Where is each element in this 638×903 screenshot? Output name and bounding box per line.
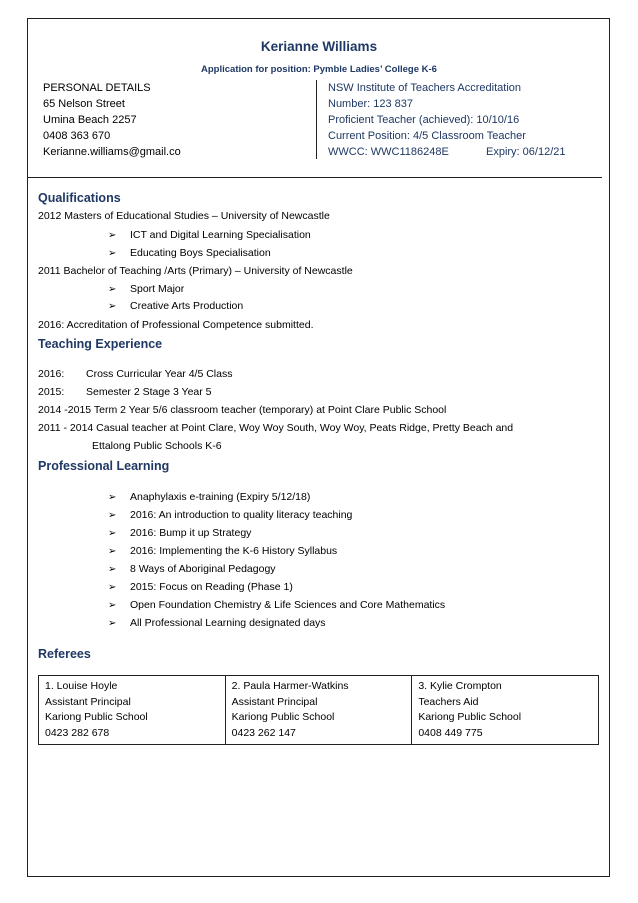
list-item: ➢ ICT and Digital Learning Specialisation bbox=[108, 229, 311, 241]
arrow-bullet-icon: ➢ bbox=[108, 248, 117, 259]
wwcc-row bbox=[328, 144, 566, 160]
degree-bachelor: 2011 Bachelor of Teaching /Arts (Primary) – University of Newcastle bbox=[38, 265, 353, 277]
arrow-bullet-icon: ➢ bbox=[108, 582, 117, 593]
referee-school: Kariong Public School bbox=[231, 711, 335, 723]
email: Kerianne.williams@gmail.co bbox=[43, 146, 181, 158]
referees-table bbox=[38, 675, 599, 745]
qualifications-heading: Qualifications bbox=[38, 191, 121, 205]
list-item: ➢ 8 Ways of Aboriginal Pedagogy bbox=[108, 563, 276, 575]
learning-heading: Professional Learning bbox=[38, 459, 170, 473]
list-item: ➢ 2016: Bump it up Strategy bbox=[108, 527, 252, 539]
referee-role: Assistant Principal bbox=[45, 695, 131, 708]
referee-phone: 0408 449 775 bbox=[418, 726, 483, 739]
applicant-name: Kerianne Williams bbox=[260, 39, 378, 54]
degree-masters: 2012 Masters of Educational Studies – University of Newcastle bbox=[38, 210, 330, 222]
referee-name: 1. Louise Hoyle bbox=[45, 680, 118, 692]
referee-phone: 0423 262 147 bbox=[231, 726, 296, 739]
referees-heading: Referees bbox=[38, 647, 91, 661]
list-item: ➢ Creative Arts Production bbox=[108, 300, 244, 312]
personal-details bbox=[43, 80, 181, 160]
list-item: ➢ All Professional Learning designated days bbox=[108, 617, 326, 629]
arrow-bullet-icon: ➢ bbox=[108, 230, 117, 241]
column-divider bbox=[316, 80, 317, 159]
header-divider bbox=[27, 177, 602, 178]
referee-name: 3. Kylie Crompton bbox=[418, 680, 502, 692]
current-position: Current Position: 4/5 Classroom Teacher bbox=[328, 130, 526, 142]
referee-phone: 0423 282 678 bbox=[45, 726, 110, 739]
accreditation-number: Number: 123 837 bbox=[328, 98, 413, 110]
arrow-bullet-icon: ➢ bbox=[108, 528, 117, 539]
list-item: ➢ 2015: Focus on Reading (Phase 1) bbox=[108, 581, 293, 593]
proficient-status: Proficient Teacher (achieved): 10/10/16 bbox=[328, 114, 520, 126]
referee-card bbox=[39, 676, 226, 745]
accreditation-details bbox=[328, 80, 566, 160]
accreditation-note: 2016: Accreditation of Professional Competence submitted. bbox=[38, 319, 314, 331]
arrow-bullet-icon: ➢ bbox=[108, 564, 117, 575]
list-item: ➢ 2016: An introduction to quality literacy teaching bbox=[108, 509, 353, 521]
address-line-1: 65 Nelson Street bbox=[43, 98, 125, 110]
phone: 0408 363 670 bbox=[43, 130, 111, 142]
referee-role: Teachers Aid bbox=[418, 695, 479, 708]
teaching-entry: 2015: Semester 2 Stage 3 Year 5 bbox=[38, 386, 212, 398]
accreditation-title: NSW Institute of Teachers Accreditation bbox=[328, 82, 521, 94]
list-item: ➢ Sport Major bbox=[108, 283, 185, 295]
referee-card bbox=[225, 676, 412, 745]
list-item: ➢ Educating Boys Specialisation bbox=[108, 247, 271, 259]
position-applied: Application for position: Pymble Ladies’ College K-6 bbox=[201, 64, 437, 75]
arrow-bullet-icon: ➢ bbox=[108, 618, 117, 629]
teaching-entry: 2014 -2015 Term 2 Year 5/6 classroom teacher (temporary) at Point Clare Public School bbox=[38, 404, 447, 416]
arrow-bullet-icon: ➢ bbox=[108, 546, 117, 557]
referee-card bbox=[412, 676, 599, 745]
referee-school: Kariong Public School bbox=[418, 711, 522, 723]
teaching-entry-continued: Ettalong Public Schools K-6 bbox=[92, 440, 222, 452]
list-item: ➢ Anaphylaxis e-training (Expiry 5/12/18) bbox=[108, 491, 311, 503]
referee-role: Assistant Principal bbox=[231, 695, 318, 708]
teaching-heading: Teaching Experience bbox=[38, 337, 163, 351]
arrow-bullet-icon: ➢ bbox=[108, 600, 117, 611]
address-line-2: Umina Beach 2257 bbox=[43, 114, 137, 126]
teaching-entry: 2011 - 2014 Casual teacher at Point Clare, Woy Woy South, Woy Woy, Peats Ridge, Pretty Beach and bbox=[38, 422, 514, 434]
arrow-bullet-icon: ➢ bbox=[108, 284, 117, 295]
wwcc-number: WWCC: WWC1186248E bbox=[328, 146, 449, 158]
arrow-bullet-icon: ➢ bbox=[108, 301, 117, 312]
list-item: ➢ 2016: Implementing the K-6 History Syllabus bbox=[108, 545, 338, 557]
arrow-bullet-icon: ➢ bbox=[108, 510, 117, 521]
arrow-bullet-icon: ➢ bbox=[108, 492, 117, 503]
referee-school: Kariong Public School bbox=[45, 711, 148, 723]
teaching-entry: 2016: Cross Curricular Year 4/5 Class bbox=[38, 368, 233, 380]
referee-name: 2. Paula Harmer-Watkins bbox=[231, 680, 349, 692]
wwcc-expiry: Expiry: 06/12/21 bbox=[486, 146, 566, 158]
personal-title: PERSONAL DETAILS bbox=[43, 82, 151, 94]
list-item: ➢ Open Foundation Chemistry & Life Sciences and Core Mathematics bbox=[108, 599, 446, 611]
